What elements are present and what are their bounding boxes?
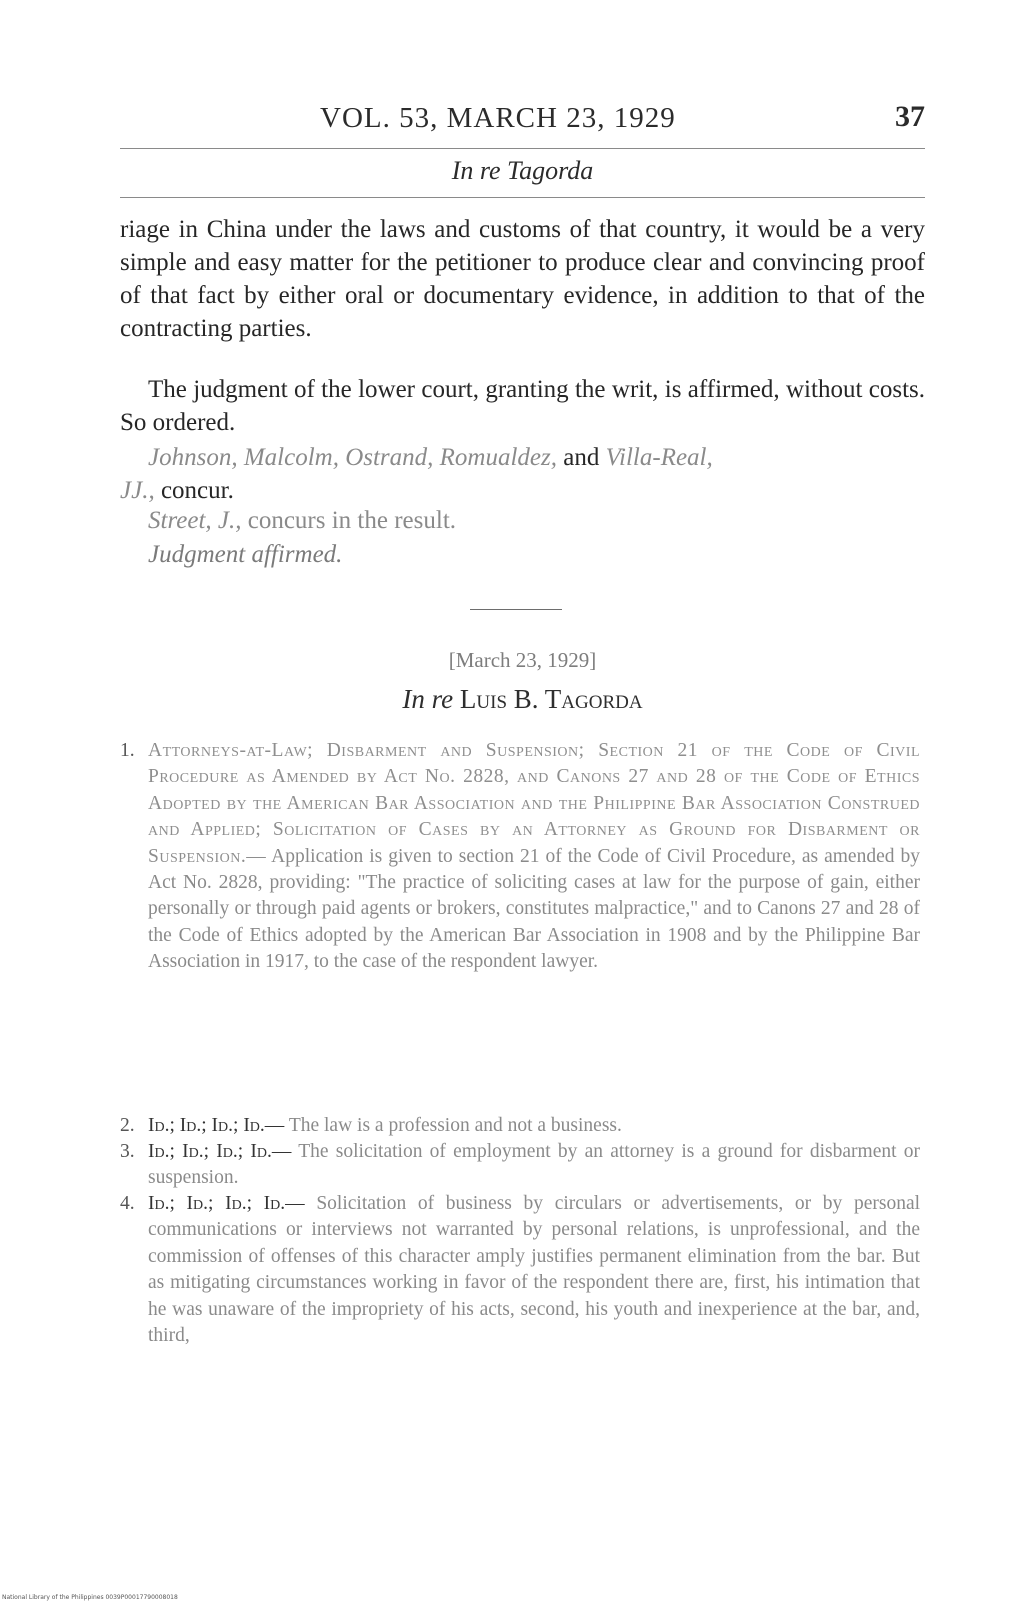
paragraph-text: riage in China under the laws and customs of that country, it would be a very simple and easy matter for the petitioner to produce clear and convincing proof of that fact by either oral or documentary evidence, in addition to that of the contracting parties. (120, 216, 925, 342)
syllabus-number: 4. (120, 1193, 135, 1214)
syllabus-text: The solicitation of employment by an attorney is a ground for disbarment or suspension. (148, 1141, 921, 1189)
separate-concurrence (120, 504, 925, 537)
syllabus-item-2 (120, 1113, 920, 1139)
decision-date: [March 23, 1929] (448, 648, 597, 672)
running-head (120, 102, 925, 142)
syllabus-number: 2. (120, 1115, 135, 1136)
syllabus-text: Application is given to section 21 of the Code of Civil Procedure, as amended by Act No. 2828, providing: "The practice of soliciting cases at law for the purpose of gain, either personally or through paid agents or brokers, constitutes malpractice," and to Canons 27 and 28 of the Code of Ethics adopted by the American Bar Association in 1908 and by the Philippine Bar Association in 1917, to the case of the respondent lawyer. (148, 845, 920, 973)
case-running-title: In re Tagorda (451, 156, 594, 185)
syllabus-item-3 (120, 1139, 920, 1192)
judgment-affirmed: Judgment affirmed. (148, 541, 343, 568)
justice-street: Street, J., (148, 507, 242, 534)
syllabus-item-1 (120, 738, 920, 976)
case-title-name: Luis B. Tagorda (459, 684, 643, 714)
case-title (120, 684, 925, 715)
conjunction: and (557, 444, 606, 471)
opinion-paragraph-1 (120, 213, 925, 345)
syllabus-heading: Id.; Id.; Id.; Id.— (148, 1115, 285, 1136)
case-title-prefix: In re (402, 684, 454, 714)
syllabus-number: 3. (120, 1141, 135, 1162)
syllabus-item-4 (120, 1191, 920, 1349)
syllabus-number: 1. (120, 740, 135, 761)
syllabus-text: The law is a profession and not a business. (288, 1115, 622, 1136)
concurs-result: concurs in the result. (241, 507, 457, 534)
jj-abbrev: JJ., (120, 477, 155, 504)
syllabus-heading: Id.; Id.; Id.; Id.— (148, 1141, 292, 1162)
syllabus-heading: Attorneys-at-Law; Disbarment and Suspension; Section 21 of the Code of Civil Procedure as Amended by Act No. 2828, and Canons 27 and 28 of the Code of Ethics Adopted by the American Bar Association and the Philippine Bar Association Construed and Applied; Solicitation of Cases by an Attorney as Ground for Disbarment or Suspension.— (148, 740, 920, 867)
section-separator (470, 609, 562, 610)
volume-title: VOL. 53, MARCH 23, 1929 (320, 102, 676, 134)
paragraph-text: The judgment of the lower court, granting the writ, is affirmed, without costs. So ordered. (120, 376, 925, 436)
header-rule-bottom (120, 197, 925, 198)
judgment-line (120, 538, 925, 571)
syllabus-heading: Id.; Id.; Id.; Id.— (148, 1193, 305, 1214)
header-rule-top (120, 148, 925, 149)
justice-name-villa-real: Villa-Real, (605, 444, 713, 471)
justice-names: Johnson, Malcolm, Ostrand, Romualdez, (148, 444, 557, 471)
syllabus-text: Solicitation of business by circulars or advertisements, or by personal communications or interviews not warranted by personal relations, is unprofessional, and the commission of offenses of this character amply justifies permanent elimination from the bar. But as mitigating circumstances working in favor of the respondent there are, first, his intimation that he was unaware of the impropriety of his acts, second, his youth and inexperience at the bar, and, third, (148, 1193, 921, 1347)
opinion-paragraph-2 (120, 373, 925, 439)
concurrence-line (120, 441, 925, 507)
footer-watermark: National Library of the Philippines 0039P00017790008018 (2, 1594, 178, 1601)
page-number: 37 (895, 100, 925, 133)
concur-text: concur. (154, 477, 234, 504)
